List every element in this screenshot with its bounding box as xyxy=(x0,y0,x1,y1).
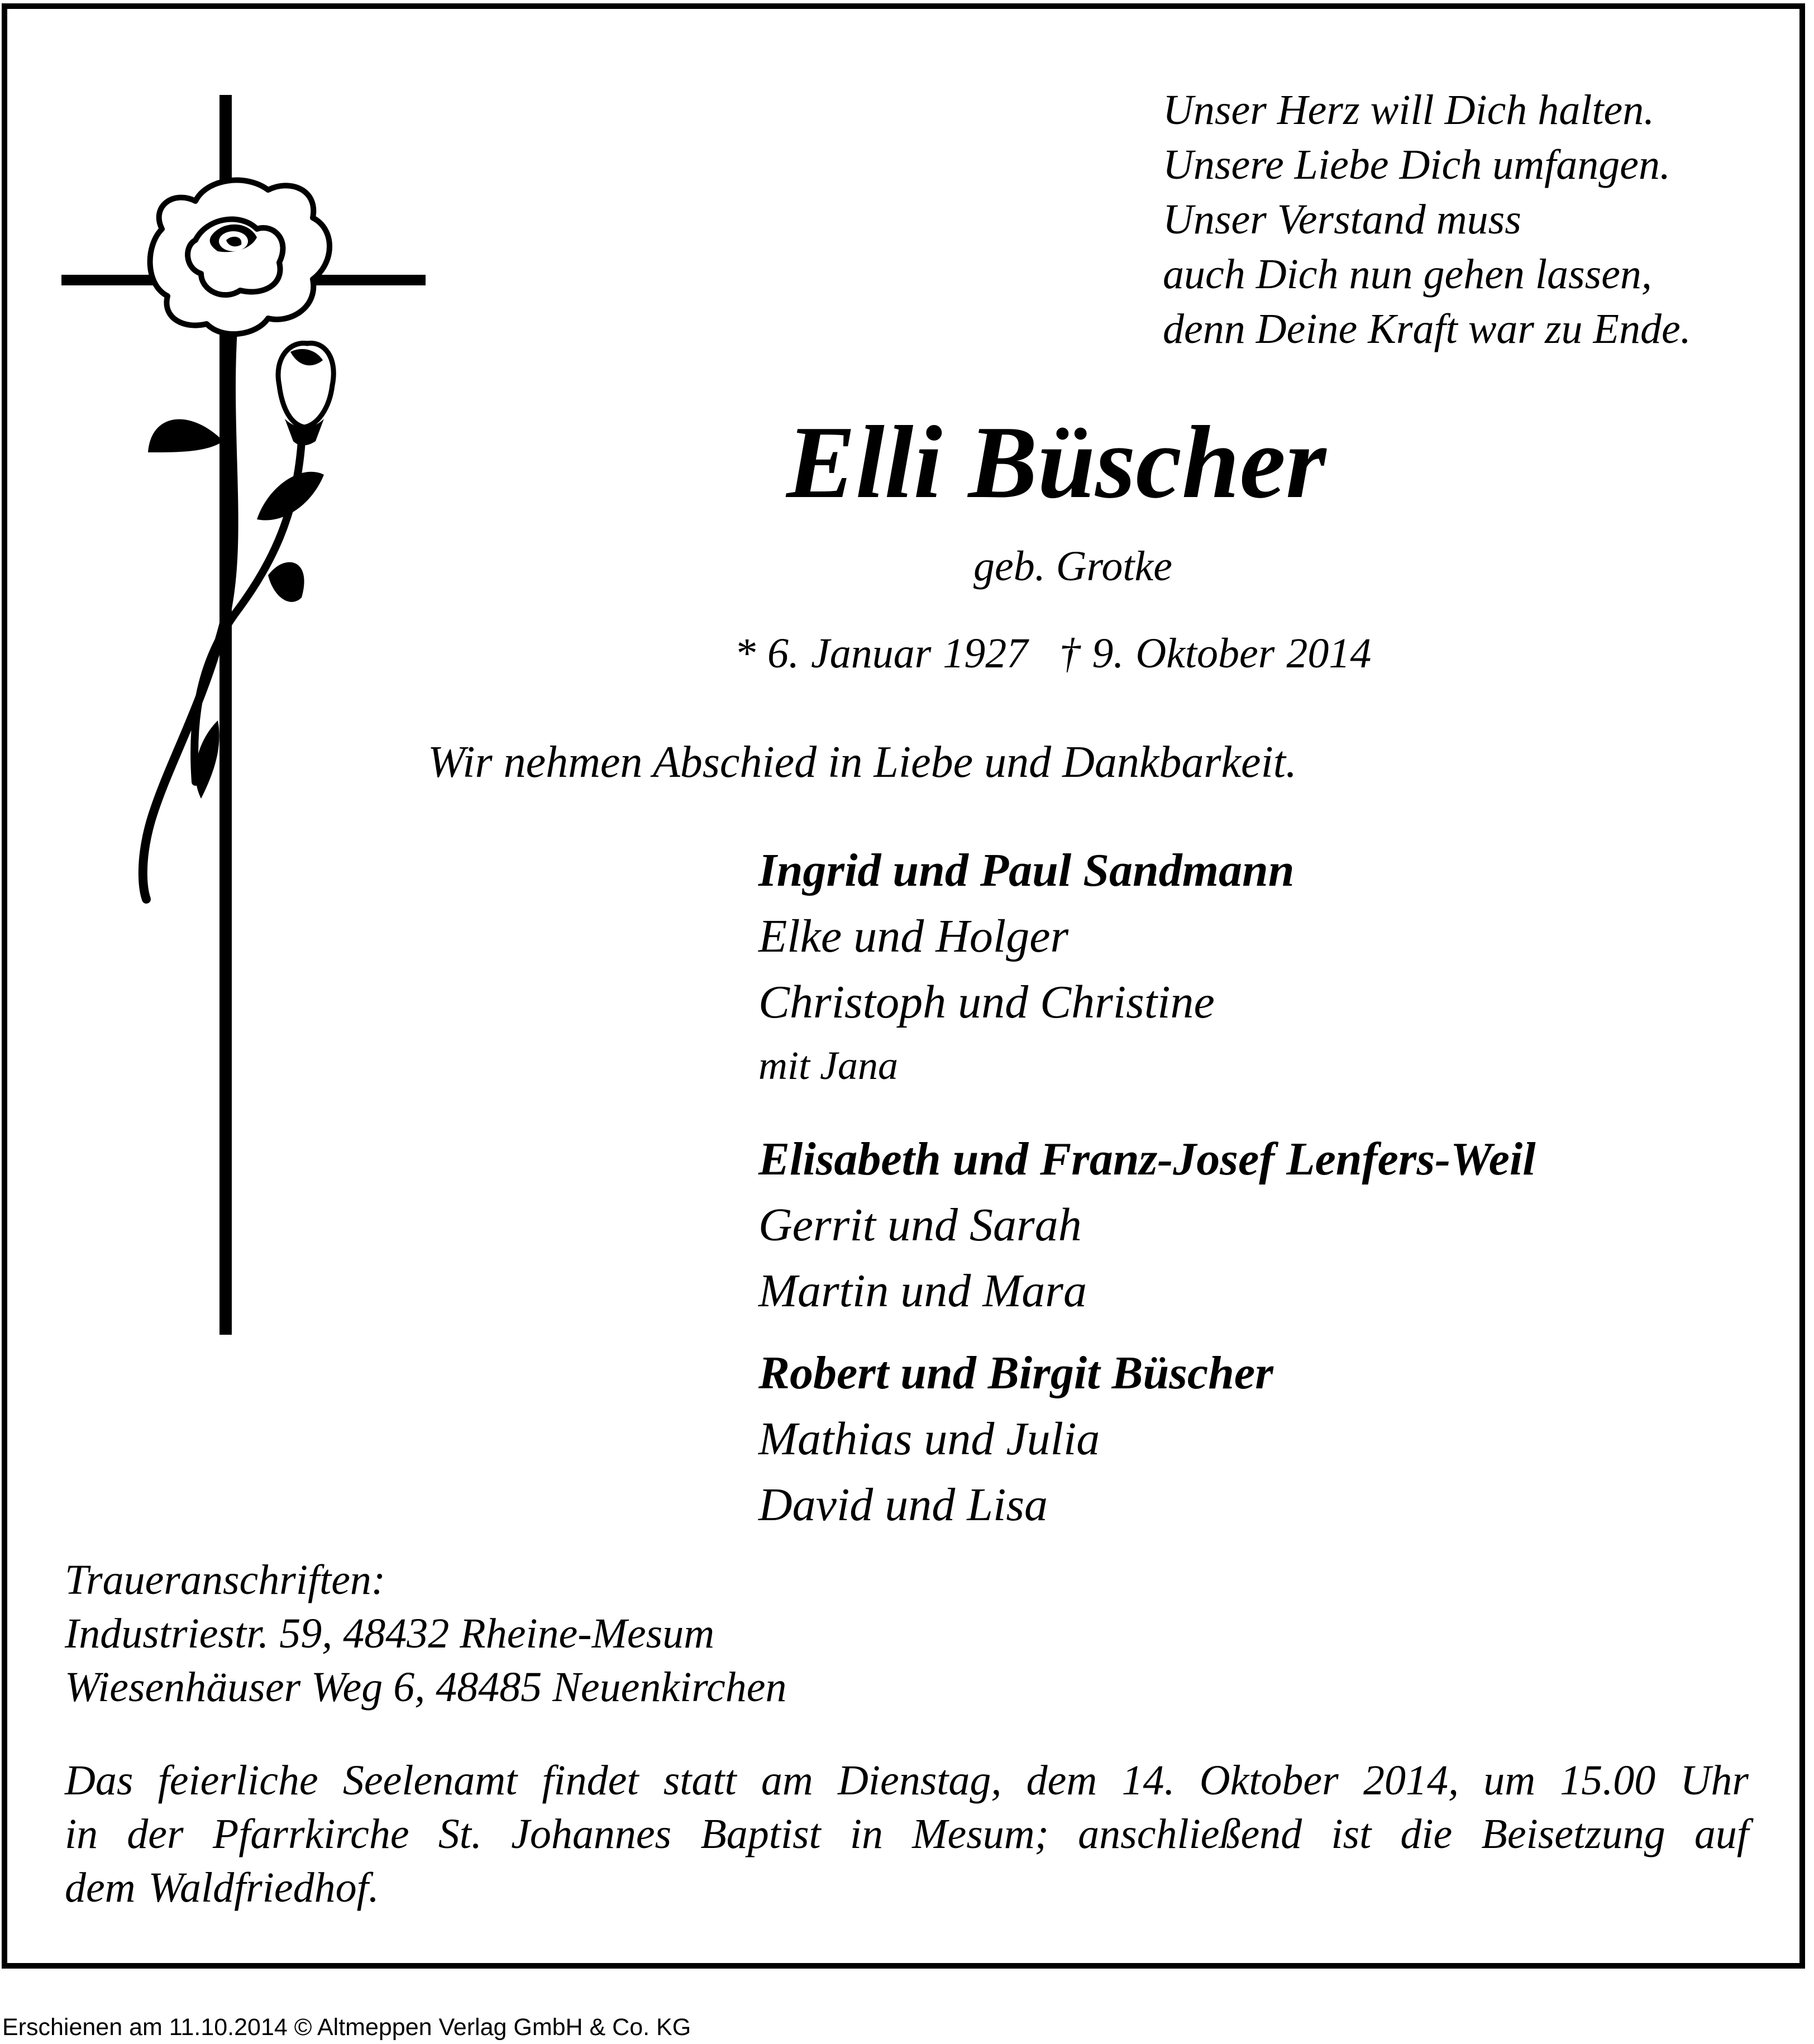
family-member: Gerrit und Sarah xyxy=(758,1199,1082,1251)
birth-date: * 6. Januar 1927 xyxy=(734,630,1028,677)
family-head: Elisabeth und Franz-Josef Lenfers-Weil xyxy=(758,1133,1536,1185)
memorial-verse xyxy=(1163,83,1691,356)
family-member: Christoph und Christine xyxy=(758,976,1215,1028)
verse-line: Unser Herz will Dich halten. xyxy=(1163,87,1655,133)
publication-footer: Erschienen am 11.10.2014 © Altmeppen Verlag GmbH & Co. KG xyxy=(2,2014,691,2041)
family-member: Martin und Mara xyxy=(758,1265,1087,1317)
address-line: Industriestr. 59, 48432 Rheine-Mesum xyxy=(65,1610,715,1657)
addresses-label: Traueranschriften: xyxy=(65,1556,386,1603)
verse-line: auch Dich nun gehen lassen, xyxy=(1163,251,1652,298)
family-group xyxy=(758,1126,1536,1324)
deceased-name: Elli Büscher xyxy=(786,405,1326,520)
family-head: Robert und Birgit Büscher xyxy=(758,1347,1273,1399)
family-head: Ingrid und Paul Sandmann xyxy=(758,844,1295,896)
service-line: Das feierliche Seelenamt findet statt am Dienstag, dem 14. Oktober 2014, um 15.00 Uhr xyxy=(65,1757,1749,1804)
family-group xyxy=(758,838,1294,1096)
family-extra: mit Jana xyxy=(758,1043,898,1088)
life-dates xyxy=(734,626,1371,681)
service-line: in der Pfarrkirche St. Johannes Baptist in Mesum; anschließend ist die Beisetzung auf xyxy=(65,1811,1749,1857)
mourning-addresses xyxy=(65,1553,786,1714)
family-member: Mathias und Julia xyxy=(758,1413,1100,1465)
verse-line: Unsere Liebe Dich umfangen. xyxy=(1163,141,1670,188)
family-group xyxy=(758,1340,1273,1538)
verse-line: denn Deine Kraft war zu Ende. xyxy=(1163,305,1691,352)
verse-line: Unser Verstand muss xyxy=(1163,196,1521,243)
farewell-line: Wir nehmen Abschied in Liebe und Dankbarkeit. xyxy=(428,738,1297,787)
cross-with-rose-icon xyxy=(56,95,436,1340)
service-announcement xyxy=(65,1754,1749,1914)
family-member: David und Lisa xyxy=(758,1479,1048,1531)
maiden-name: geb. Grotke xyxy=(973,543,1172,590)
address-line: Wiesenhäuser Weg 6, 48485 Neuenkirchen xyxy=(65,1664,787,1711)
service-line: dem Waldfriedhof. xyxy=(65,1864,379,1911)
death-date: † 9. Oktober 2014 xyxy=(1059,630,1372,677)
family-member: Elke und Holger xyxy=(758,910,1069,962)
